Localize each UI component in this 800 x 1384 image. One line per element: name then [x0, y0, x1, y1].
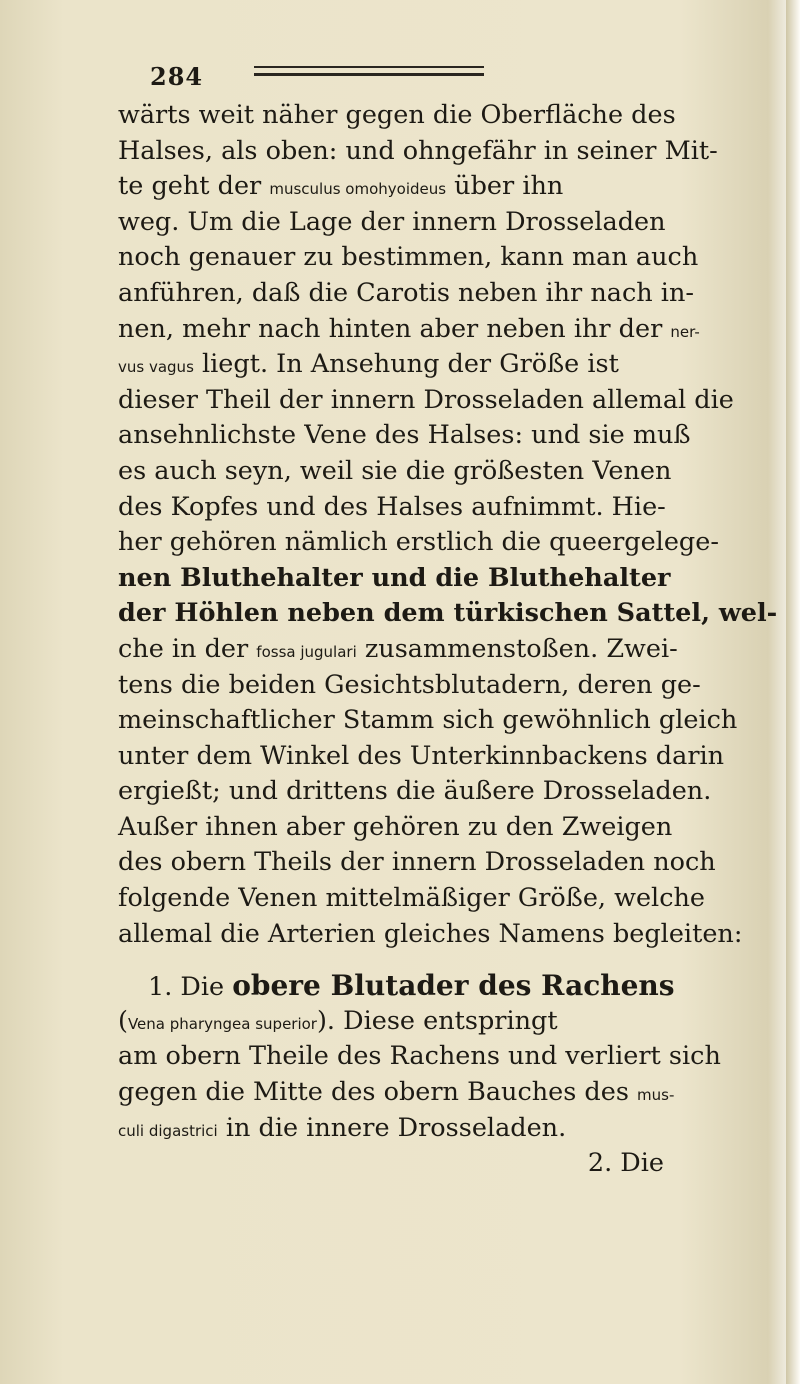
paragraph-gap [118, 952, 678, 968]
text-line: ergießt; und drittens die äußere Drosseladen. [118, 776, 712, 807]
text-line: weg. Um die Lage der innern Drosseladen [118, 206, 666, 237]
header-rule [254, 66, 484, 68]
text-line: dieser Theil der innern Drosseladen allemal die [118, 384, 734, 415]
text-line: des obern Theils der innern Drosseladen noch [118, 847, 716, 878]
text-line: unter dem Winkel des Unterkinnbackens darin [118, 740, 725, 771]
text-line: wärts weit näher gegen die Oberfläche des [118, 100, 676, 130]
text-line: Außer ihnen aber gehören zu den Zweigen [118, 811, 673, 842]
text-line: folgende Venen mittelmäßiger Größe, welche [118, 883, 705, 914]
text-line: es auch seyn, weil sie die größesten Venen [118, 455, 672, 486]
body-text [118, 98, 778, 1182]
heading-term: obere Blutader des Rachens [232, 969, 675, 1003]
text-line: noch genauer zu bestimmen, kann man auch [118, 242, 699, 273]
latin-term: ner- [670, 322, 700, 341]
text-line: te geht der musculus omohyoideus über ihn [118, 171, 564, 202]
catchword: 2. Die [587, 1148, 664, 1179]
text-line: vus vagus liegt. In Ansehung der Größe ist [118, 349, 619, 380]
text-line: tens die beiden Gesichtsblutadern, deren ge- [118, 669, 701, 700]
page-header [150, 62, 670, 92]
latin-term: vus vagus [118, 358, 194, 377]
text-line: des Kopfes und des Halses aufnimmt. Hie- [118, 491, 666, 522]
header-rule [254, 73, 484, 76]
text-line-emphasis: nen Bluthehalter und die Bluthehalter [118, 562, 671, 593]
latin-term: mus- [637, 1086, 675, 1105]
page-number: 284 [150, 62, 204, 91]
latin-term: fossa jugulari [256, 642, 357, 661]
page-edge [786, 0, 800, 1384]
text-line: che in der fossa jugulari zusammenstoßen. Zwei- [118, 633, 678, 664]
text-line: culi digastrici in die innere Drosseladen. [118, 1112, 567, 1143]
text-line: (Vena pharyngea superior). Diese entspringt [118, 1005, 558, 1036]
latin-term: Vena pharyngea superior [127, 1014, 317, 1033]
text-line: gegen die Mitte des obern Bauches des mus- [118, 1077, 675, 1108]
text-line: Halses, als oben: und ohngefähr in seiner Mit- [118, 135, 718, 166]
text-line: allemal die Arterien gleiches Namens begleiten: [118, 918, 743, 949]
text-line: am obern Theile des Rachens und verliert sich [118, 1041, 721, 1072]
text-line-emphasis: der Höhlen neben dem türkischen Sattel, wel- [118, 598, 778, 629]
text-line: her gehören nämlich erstlich die queergelege- [118, 527, 719, 558]
latin-term: musculus omohyoideus [269, 180, 447, 199]
text-line: meinschaftlicher Stamm sich gewöhnlich gleich [118, 705, 738, 736]
text-line: anführen, daß die Carotis neben ihr nach in- [118, 277, 694, 308]
text-line: nen, mehr nach hinten aber neben ihr der ner- [118, 313, 700, 344]
section-heading: 1. Die obere Blutader des Rachens [148, 969, 675, 1003]
text-line: ansehnlichste Vene des Halses: und sie muß [118, 420, 691, 451]
latin-term: culi digastrici [118, 1121, 218, 1140]
